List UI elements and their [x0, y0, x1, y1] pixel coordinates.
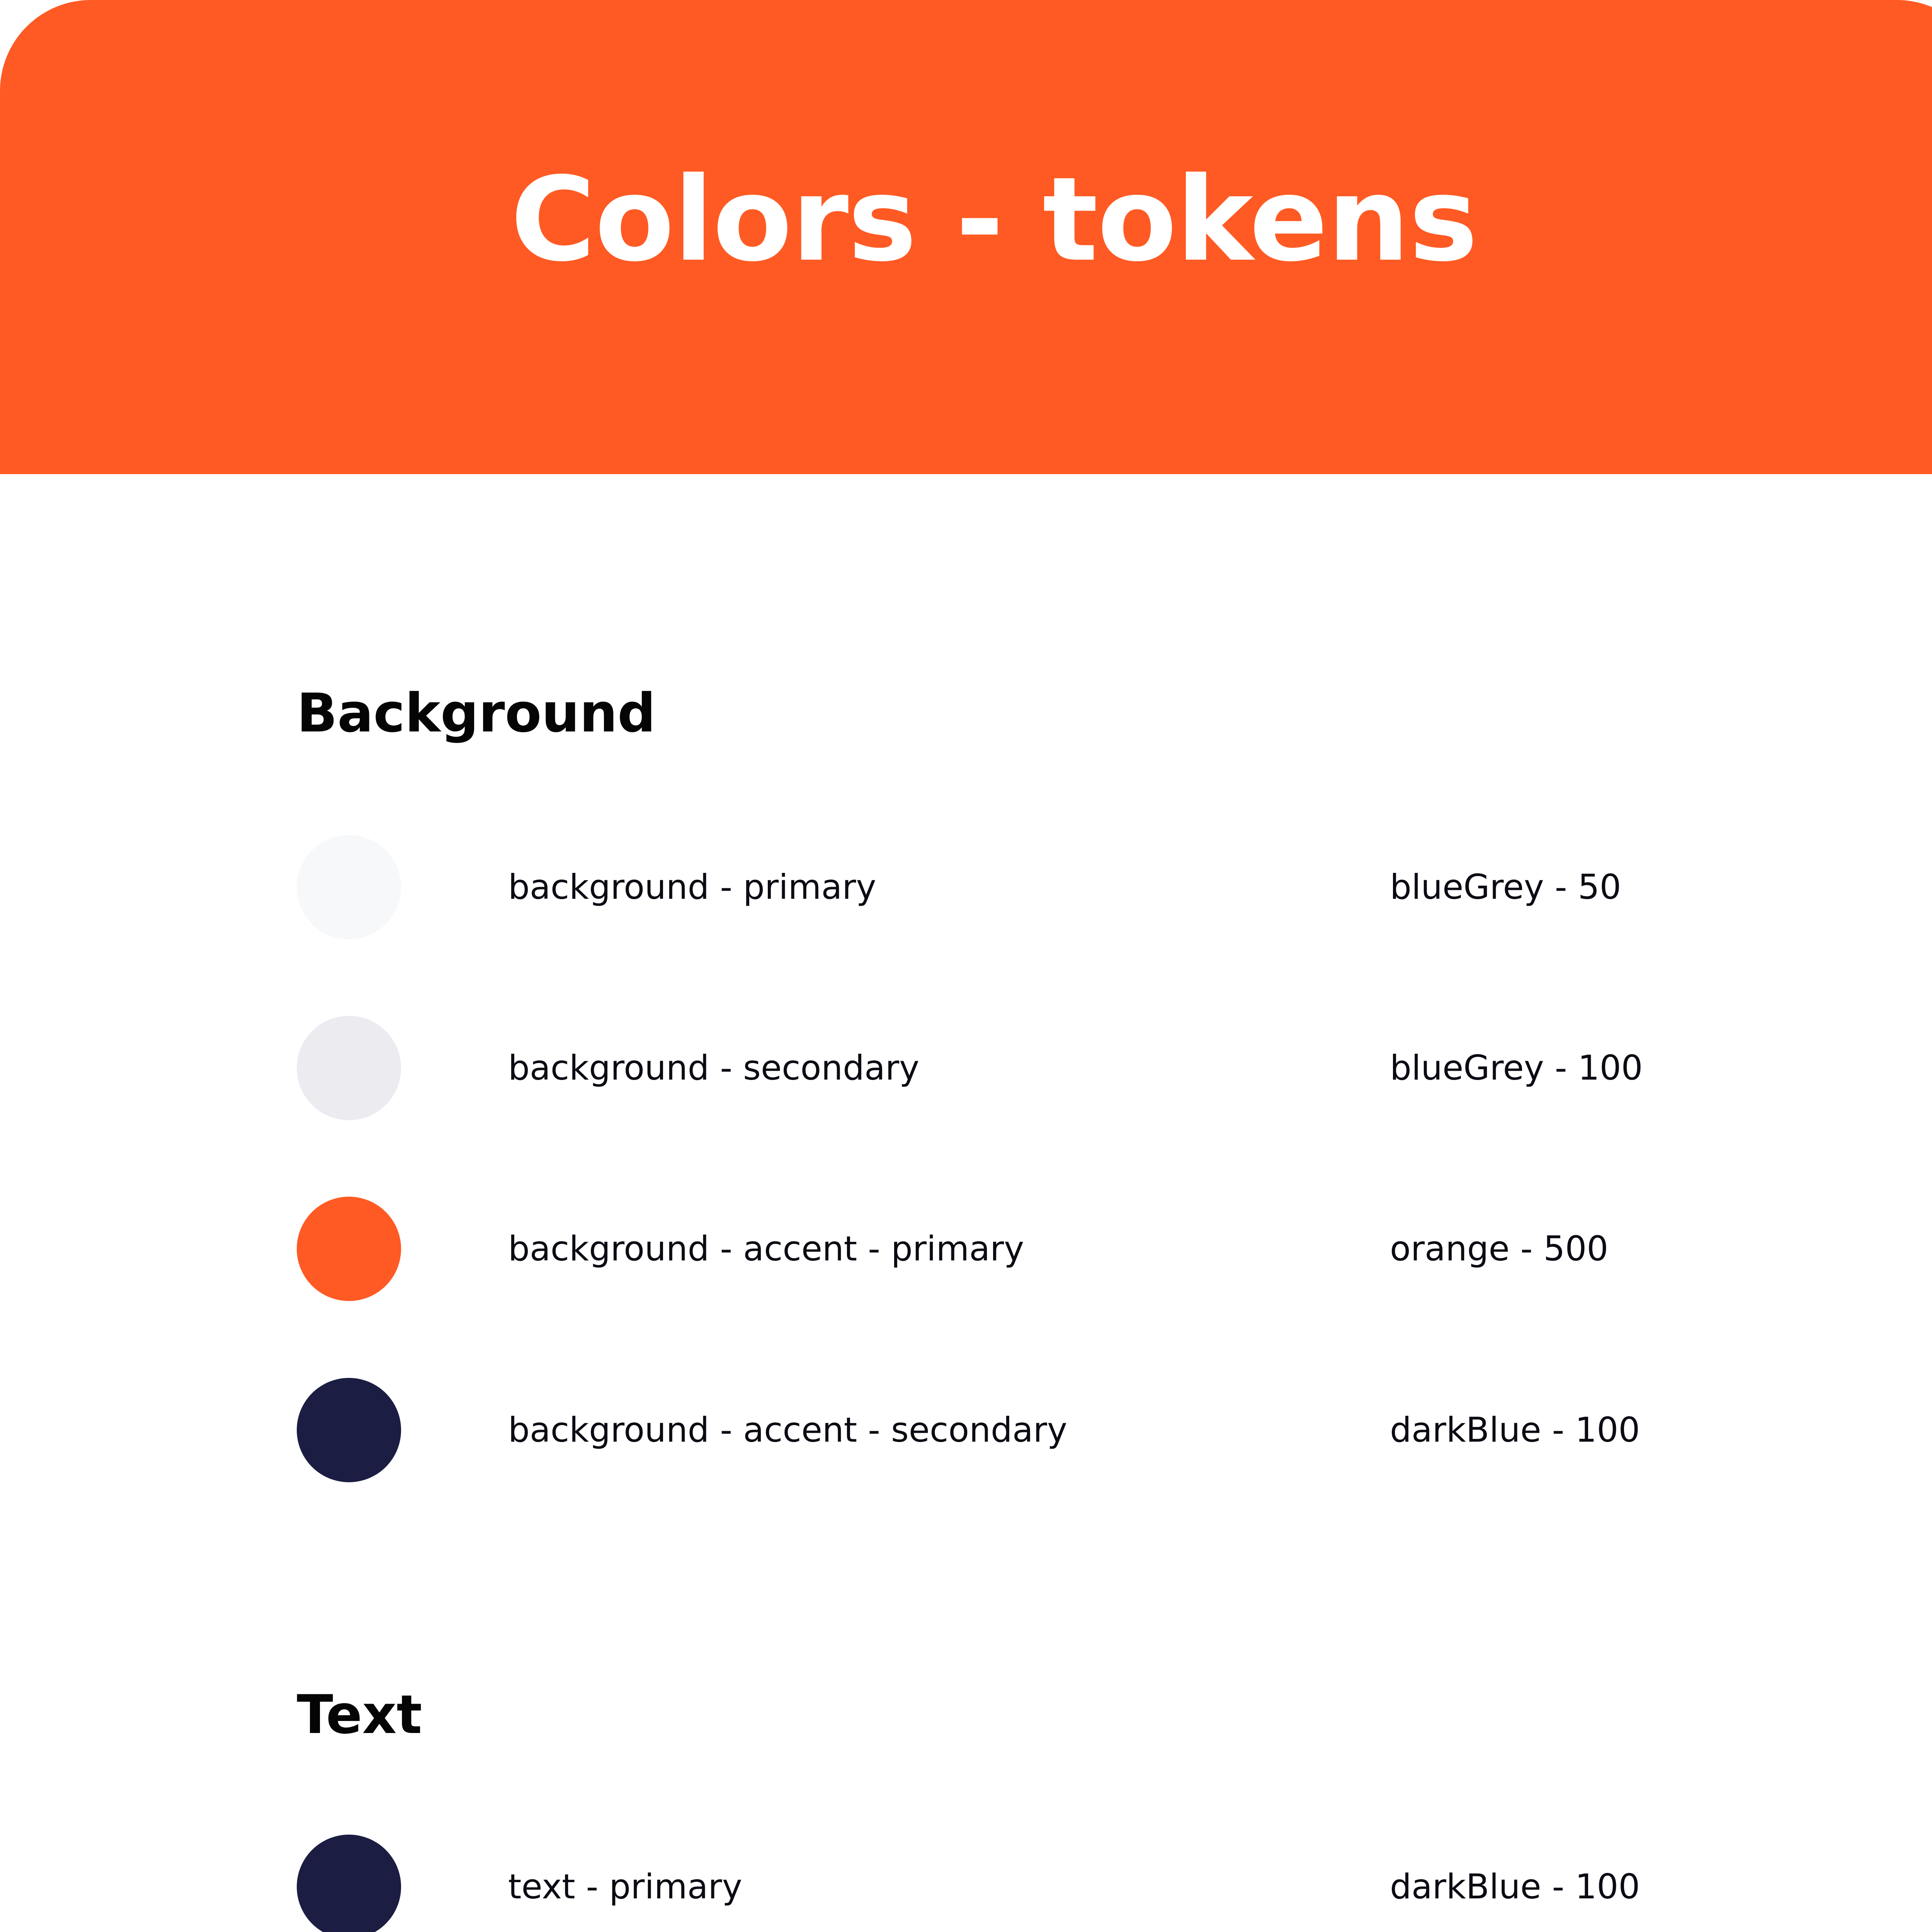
- page-title: Colors - tokens: [510, 152, 1477, 287]
- token-value: blueGrey - 50: [1390, 867, 1621, 907]
- token-row: [297, 835, 1881, 939]
- token-name: text - primary: [508, 1867, 742, 1906]
- token-row: [297, 1378, 1881, 1482]
- token-name: background - secondary: [508, 1048, 920, 1088]
- color-swatch: [297, 835, 401, 939]
- token-value: blueGrey - 100: [1390, 1048, 1643, 1088]
- page-header: [0, 0, 1932, 474]
- section-title-text: Text: [297, 1684, 422, 1746]
- token-name: background - primary: [508, 867, 876, 907]
- color-swatch: [297, 1197, 401, 1301]
- token-row: [297, 1016, 1881, 1120]
- token-row: [297, 1835, 1881, 1932]
- token-row: [297, 1197, 1881, 1301]
- color-swatch: [297, 1835, 401, 1932]
- token-name: background - accent - secondary: [508, 1410, 1068, 1450]
- token-value: orange - 500: [1390, 1229, 1609, 1269]
- token-name: background - accent - primary: [508, 1229, 1024, 1269]
- section-title-background: Background: [297, 682, 656, 744]
- token-value: darkBlue - 100: [1390, 1410, 1640, 1450]
- color-swatch: [297, 1016, 401, 1120]
- token-value: darkBlue - 100: [1390, 1867, 1640, 1906]
- color-swatch: [297, 1378, 401, 1482]
